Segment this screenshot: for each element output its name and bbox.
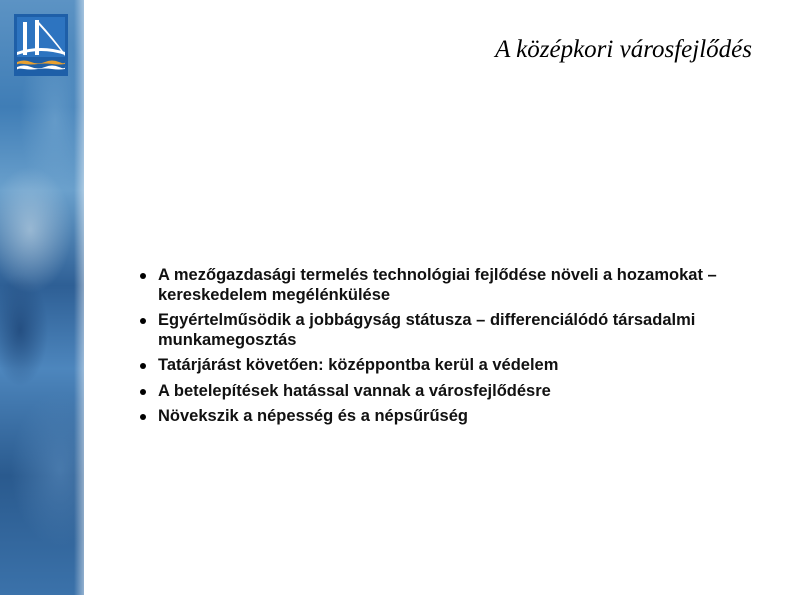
bridge-logo-icon	[14, 14, 68, 76]
bullet-text: A mezőgazdasági termelés technológiai fejlődése növeli a hozamokat – kereskedelem megélénkülése	[158, 266, 717, 304]
bullet-dot-icon	[140, 414, 146, 420]
bullet-dot-icon	[140, 273, 146, 279]
bullet-item	[140, 266, 780, 305]
decorative-side-band	[0, 0, 84, 595]
bullet-dot-icon	[140, 389, 146, 395]
bullet-dot-icon	[140, 363, 146, 369]
bullet-text: A betelepítések hatással vannak a városfejlődésre	[158, 381, 551, 400]
bullet-text: Egyértelműsödik a jobbágyság státusza – differenciálódó társadalmi munkamegosztás	[158, 311, 696, 349]
bullet-item	[140, 407, 780, 427]
bullet-dot-icon	[140, 318, 146, 324]
bullet-item	[140, 382, 780, 402]
bullet-text: Növekszik a népesség és a népsűrűség	[158, 407, 468, 425]
bullet-item	[140, 311, 780, 350]
bullet-item	[140, 356, 780, 376]
slide-title: A középkori városfejlődés	[495, 36, 752, 63]
bullet-list	[140, 266, 780, 433]
bullet-text: Tatárjárást követően: középpontba kerül a védelem	[158, 356, 559, 374]
